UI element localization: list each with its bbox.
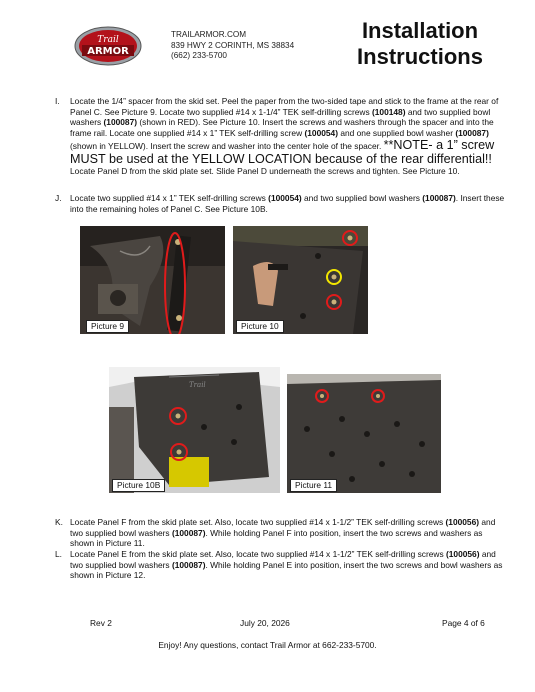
- svg-text:Trail: Trail: [189, 381, 206, 389]
- step-text-part: and two supplied bowl washers: [301, 193, 423, 203]
- step-i: [55, 96, 505, 177]
- footer-page-number: Page 4 of 6: [442, 618, 485, 628]
- part-number: (100056): [445, 549, 480, 559]
- part-number: (100087): [103, 117, 138, 128]
- step-text-part: and two supplied bowl washers: [70, 549, 496, 570]
- picture-11-caption: Picture 11: [290, 479, 337, 492]
- important-note: **NOTE- a 1” screw MUST be used at the YELLOW LOCATION because of the rear differential!!: [70, 138, 495, 167]
- svg-text:ARMOR: ARMOR: [87, 46, 129, 57]
- picture-9-photo: [80, 226, 225, 334]
- step-text: [70, 549, 505, 581]
- step-text: [70, 193, 505, 214]
- step-text-part: . While holding Panel F into position, insert the two screws and washers as shown in Picture 11.: [70, 527, 483, 549]
- step-text-part: Locate Panel F from the skid plate set. Also, locate two supplied #14 x 1-1/2” TEK self-drilling screws: [70, 517, 446, 527]
- step-k: [55, 517, 505, 549]
- step-text-part: Locate two supplied #14 x 1” TEK self-drilling screws: [70, 193, 269, 203]
- step-text-part: and two supplied bowl washers: [70, 106, 491, 128]
- footer-date: July 20, 2026: [240, 618, 290, 628]
- picture-10-photo: [233, 226, 368, 334]
- part-number: (100087): [455, 127, 489, 138]
- title-line-2: Instructions: [357, 44, 483, 69]
- footer-rev: Rev 2: [90, 618, 112, 628]
- step-text-part: (shown in YELLOW). Insert the screw and washer into the center hole of the spacer.: [70, 141, 384, 152]
- step-j: [55, 193, 505, 214]
- picture-11-photo: [287, 374, 441, 493]
- step-text-part: and two supplied bowl washers: [70, 517, 496, 538]
- company-phone: (662) 233-5700: [171, 51, 227, 61]
- company-address: 839 HWY 2 CORINTH, MS 38834: [171, 40, 295, 50]
- step-label: L.: [55, 549, 62, 559]
- svg-text:Trail: Trail: [97, 35, 119, 45]
- step-label: I.: [55, 96, 60, 106]
- step-text-part: Locate the 1/4” spacer from the skid set. Peel the paper from the two-sided tape and stick to the frame at the rear of Panel C. See Picture 9. Locate two supplied #14 x 1-1/4” TEK self-drilling screws: [70, 96, 499, 117]
- step-label: J.: [55, 193, 62, 203]
- step-text: [70, 96, 505, 177]
- part-number: (100054): [304, 127, 338, 138]
- trail-armor-logo: [74, 26, 142, 66]
- step-text-part: and one supplied bowl washer: [338, 127, 456, 138]
- part-number: (100148): [371, 106, 406, 117]
- step-text-part: . While holding Panel E into position, insert the two screws and bowl washers as shown in Picture 12.: [70, 559, 503, 581]
- part-number: (100056): [445, 517, 480, 527]
- picture-9-caption: Picture 9: [86, 320, 129, 333]
- part-number: (100054): [268, 193, 302, 203]
- part-number: (100087): [422, 193, 456, 203]
- step-text-part: (shown in RED). See Picture 10. Insert the screws and washers through the spacer and into the frame rail. Locate one supplied #14 x 1” TEK self-drilling screw: [70, 117, 494, 138]
- picture-10b-photo: [109, 367, 280, 493]
- step-text-part: Locate Panel E from the skid plate set. Also, locate two supplied #14 x 1-1/2” TEK self-drilling screws: [70, 549, 446, 559]
- title-line-1: Installation: [361, 18, 479, 43]
- step-text: [70, 517, 505, 549]
- step-label: K.: [55, 517, 63, 527]
- company-info: [171, 30, 294, 62]
- step-text-part: . Insert these into the remaining holes of Panel C. See Picture 10B.: [70, 193, 505, 214]
- footer-closing: Enjoy! Any questions, contact Trail Armor at 662-233-5700.: [158, 640, 377, 650]
- part-number: (100087): [171, 559, 206, 570]
- picture-10-caption: Picture 10: [236, 320, 284, 333]
- company-url: TRAILARMOR.COM: [171, 30, 247, 39]
- part-number: (100087): [171, 527, 206, 538]
- page-title: [340, 18, 500, 70]
- step-l: [55, 549, 505, 581]
- step-text-part: Locate Panel D from the skid plate set. Slide Panel D underneath the screws and tighten. See Picture 10.: [70, 166, 460, 177]
- picture-10b-caption: Picture 10B: [112, 479, 165, 492]
